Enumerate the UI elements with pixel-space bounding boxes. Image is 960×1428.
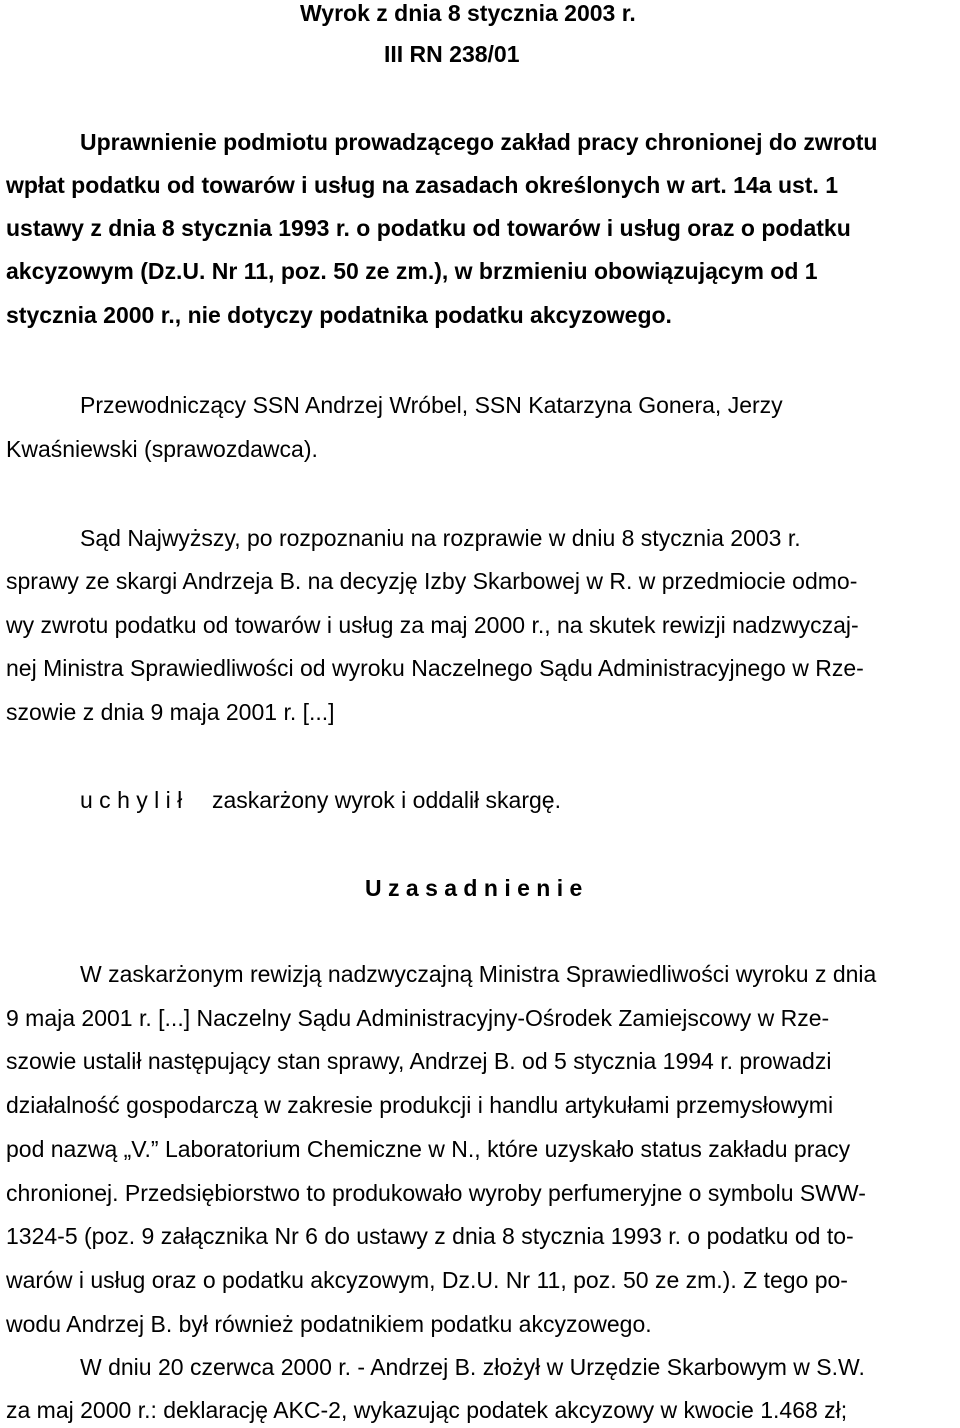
intro-line: szowie z dnia 9 maja 2001 r. [...] (6, 699, 335, 725)
thesis-line: stycznia 2000 r., nie dotyczy podatnika podatku akcyzowego. (6, 302, 672, 328)
intro-line: Sąd Najwyższy, po rozpoznaniu na rozprawie w dniu 8 stycznia 2003 r. (80, 525, 801, 551)
justification-line: pod nazwą „V.” Laboratorium Chemiczne w N., które uzyskało status zakładu pracy (6, 1136, 851, 1162)
justification-line: 9 maja 2001 r. [...] Naczelny Sądu Administracyjny-Ośrodek Zamiejscowy w Rze- (6, 1005, 830, 1031)
thesis-line: akcyzowym (Dz.U. Nr 11, poz. 50 ze zm.), w brzmieniu obowiązującym od 1 (6, 258, 818, 284)
justification-line: działalność gospodarczą w zakresie produkcji i handlu artykułami przemysłowymi (6, 1092, 834, 1118)
intro-line: wy zwrotu podatku od towarów i usług za maj 2000 r., na skutek rewizji nadzwyczaj- (6, 612, 859, 638)
justification-line: W dniu 20 czerwca 2000 r. - Andrzej B. złożył w Urzędzie Skarbowym w S.W. (80, 1354, 865, 1380)
justification-line: za maj 2000 r.: deklarację AKC-2, wykazując podatek akcyzowy w kwocie 1.468 zł; (6, 1397, 848, 1423)
ruling-text: zaskarżony wyrok i oddalił skargę. (212, 787, 561, 813)
justification-line: chronionej. Przedsiębiorstwo to produkowało wyroby perfumeryjne o symbolu SWW- (6, 1180, 866, 1206)
panel-line: Przewodniczący SSN Andrzej Wróbel, SSN Katarzyna Gonera, Jerzy (80, 392, 783, 418)
justification-line: 1324-5 (poz. 9 załącznika Nr 6 do ustawy z dnia 8 stycznia 1993 r. o podatku od to- (6, 1223, 854, 1249)
justification-heading: U z a s a d n i e n i e (365, 875, 583, 901)
ruling-verb: u c h y l i ł (80, 787, 183, 813)
thesis-line: wpłat podatku od towarów i usług na zasadach określonych w art. 14a ust. 1 (6, 172, 839, 198)
case-number: III RN 238/01 (384, 41, 520, 67)
justification-line: warów i usług oraz o podatku akcyzowym, Dz.U. Nr 11, poz. 50 ze zm.). Z tego po- (6, 1267, 848, 1293)
panel-line: Kwaśniewski (sprawozdawca). (6, 436, 318, 462)
intro-line: sprawy ze skargi Andrzeja B. na decyzję Izby Skarbowej w R. w przedmiocie odmo- (6, 568, 858, 594)
thesis-line: ustawy z dnia 8 stycznia 1993 r. o podatku od towarów i usług oraz o podatku (6, 215, 851, 241)
justification-line: wodu Andrzej B. był również podatnikiem podatku akcyzowego. (6, 1311, 652, 1337)
thesis-line: Uprawnienie podmiotu prowadzącego zakład pracy chronionej do zwrotu (80, 129, 878, 155)
intro-line: nej Ministra Sprawiedliwości od wyroku Naczelnego Sądu Administracyjnego w Rze- (6, 655, 864, 681)
justification-line: szowie ustalił następujący stan sprawy, Andrzej B. od 5 stycznia 1994 r. prowadzi (6, 1048, 832, 1074)
judgment-date: Wyrok z dnia 8 stycznia 2003 r. (300, 0, 636, 26)
justification-line: W zaskarżonym rewizją nadzwyczajną Ministra Sprawiedliwości wyroku z dnia (80, 961, 877, 987)
